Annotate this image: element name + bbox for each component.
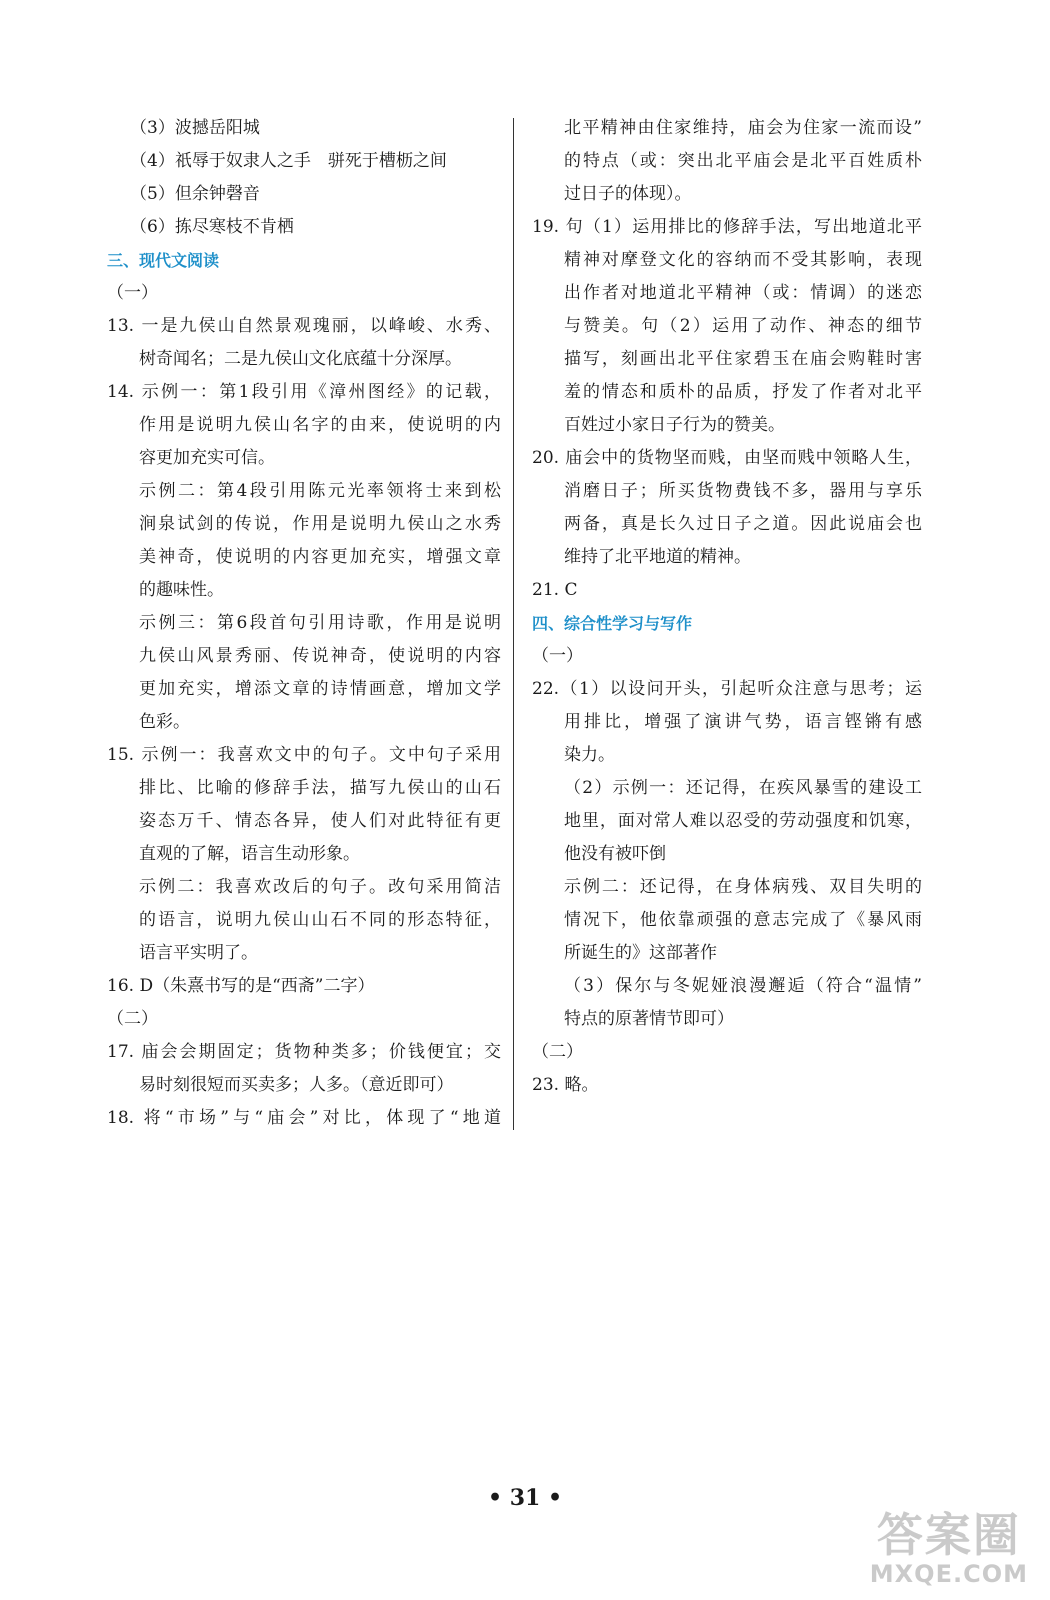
text-line: 姿态万千、情态各异，使人们对此特征有更 — [139, 811, 501, 831]
text-line: 作用是说明九侯山名字的由来，使说明的内 — [139, 415, 501, 435]
text-line: 消磨日子；所买货物费钱不多，器用与享乐 — [564, 481, 922, 501]
text-line: （一） — [107, 283, 158, 303]
text-line: 18. 将“市场”与“庙会”对比，体现了“地道 — [107, 1108, 501, 1128]
text-line: 16. D（朱熹书写的是“西斋”二字） — [107, 976, 375, 996]
text-line: 17. 庙会会期固定；货物种类多；价钱便宜；交 — [107, 1042, 501, 1062]
text-line: 百姓过小家日子行为的赞美。 — [564, 415, 785, 435]
text-line: 14. 示例一：第1段引用《漳州图经》的记载， — [107, 382, 501, 402]
text-line: 的语言，说明九侯山山石不同的形态特征， — [139, 910, 501, 930]
section-heading: 三、现代文阅读 — [107, 251, 220, 270]
text-line: 19. 句（1）运用排比的修辞手法，写出地道北平 — [532, 217, 922, 237]
text-line: 易时刻很短而买卖多；人多。（意近即可） — [139, 1075, 454, 1095]
text-line: 美神奇，使说明的内容更加充实，增强文章 — [139, 547, 501, 567]
text-line: 20. 庙会中的货物坚而贱，由坚而贱中领略人生， — [532, 448, 922, 468]
text-line: 示例二：还记得，在身体病残、双目失明的 — [564, 877, 922, 897]
text-line: 23. 略。 — [532, 1075, 599, 1095]
text-line: 出作者对地道北平精神（或：情调）的迷恋 — [564, 283, 922, 303]
watermark-logo: 答案圈 — [876, 1508, 1021, 1562]
text-line: （5）但余钟磬音 — [130, 184, 260, 204]
text-line: 用排比，增强了演讲气势，语言铿锵有感 — [564, 712, 922, 732]
text-line: 两备，真是长久过日子之道。因此说庙会也 — [564, 514, 922, 534]
text-line: 示例二：我喜欢改后的句子。改句采用简洁 — [139, 877, 501, 897]
text-line: 直观的了解，语言生动形象。 — [139, 844, 360, 864]
left-column — [107, 112, 501, 1135]
text-line: 过日子的体现）。 — [564, 184, 692, 204]
text-line: 所诞生的》这部著作 — [564, 943, 717, 963]
text-line: 涧泉试剑的传说，作用是说明九侯山之水秀 — [139, 514, 501, 534]
text-line: 15. 示例一：我喜欢文中的句子。文中句子采用 — [107, 745, 501, 765]
watermark-site: MXQE.COM — [869, 1560, 1028, 1588]
right-column — [532, 112, 922, 1102]
text-line: （3）保尔与冬妮娅浪漫邂逅（符合“温情” — [564, 976, 922, 996]
watermark — [870, 1510, 1028, 1588]
text-line: 22.（1）以设问开头，引起听众注意与思考；运 — [532, 679, 922, 699]
text-line: （4）祇辱于奴隶人之手 骈死于槽枥之间 — [130, 151, 447, 171]
text-line: （6）拣尽寒枝不肯栖 — [130, 217, 294, 237]
text-line: 九侯山风景秀丽、传说神奇，使说明的内容 — [139, 646, 501, 666]
text-line: 色彩。 — [139, 712, 190, 732]
text-line: 特点的原著情节即可） — [564, 1009, 734, 1029]
text-line: 语言平实明了。 — [139, 943, 258, 963]
column-divider — [513, 118, 514, 1130]
text-line: （2）示例一：还记得，在疾风暴雪的建设工 — [564, 778, 922, 798]
text-line: （二） — [107, 1009, 158, 1029]
text-line: 与赞美。句（2）运用了动作、神态的细节 — [564, 316, 922, 336]
text-line: （3）波撼岳阳城 — [130, 118, 260, 138]
text-line: 描写，刻画出北平住家碧玉在庙会购鞋时害 — [564, 349, 922, 369]
text-line: 树奇闻名；二是九侯山文化底蕴十分深厚。 — [139, 349, 462, 369]
text-line: 的特点（或：突出北平庙会是北平百姓质朴 — [564, 151, 922, 171]
text-line: 排比、比喻的修辞手法，描写九侯山的山石 — [139, 778, 501, 798]
text-line: 21. C — [532, 580, 578, 600]
text-line: 更加充实，增添文章的诗情画意，增加文学 — [139, 679, 501, 699]
text-line: 他没有被吓倒 — [564, 844, 666, 864]
text-line: 地里，面对常人难以忍受的劳动强度和饥寒， — [564, 811, 922, 831]
text-line: 示例三：第6段首句引用诗歌，作用是说明 — [139, 613, 501, 633]
text-line: 羞的情态和质朴的品质，抒发了作者对北平 — [564, 382, 922, 402]
text-line: （二） — [532, 1042, 583, 1062]
text-line: 维持了北平地道的精神。 — [564, 547, 751, 567]
text-line: 的趣味性。 — [139, 580, 224, 600]
page-number: • 31 • — [487, 1485, 563, 1511]
section-heading: 四、综合性学习与写作 — [532, 614, 693, 633]
text-line: 示例二：第4段引用陈元光率领将士来到松 — [139, 481, 501, 501]
text-line: 染力。 — [564, 745, 615, 765]
text-line: 精神对摩登文化的容纳而不受其影响，表现 — [564, 250, 922, 270]
text-line: 13. 一是九侯山自然景观瑰丽，以峰峻、水秀、 — [107, 316, 501, 336]
text-line: （一） — [532, 646, 583, 666]
text-line: 情况下，他依靠顽强的意志完成了《暴风雨 — [564, 910, 922, 930]
text-line: 容更加充实可信。 — [139, 448, 275, 468]
text-line: 北平精神由住家维持，庙会为住家一流而设” — [564, 118, 922, 138]
